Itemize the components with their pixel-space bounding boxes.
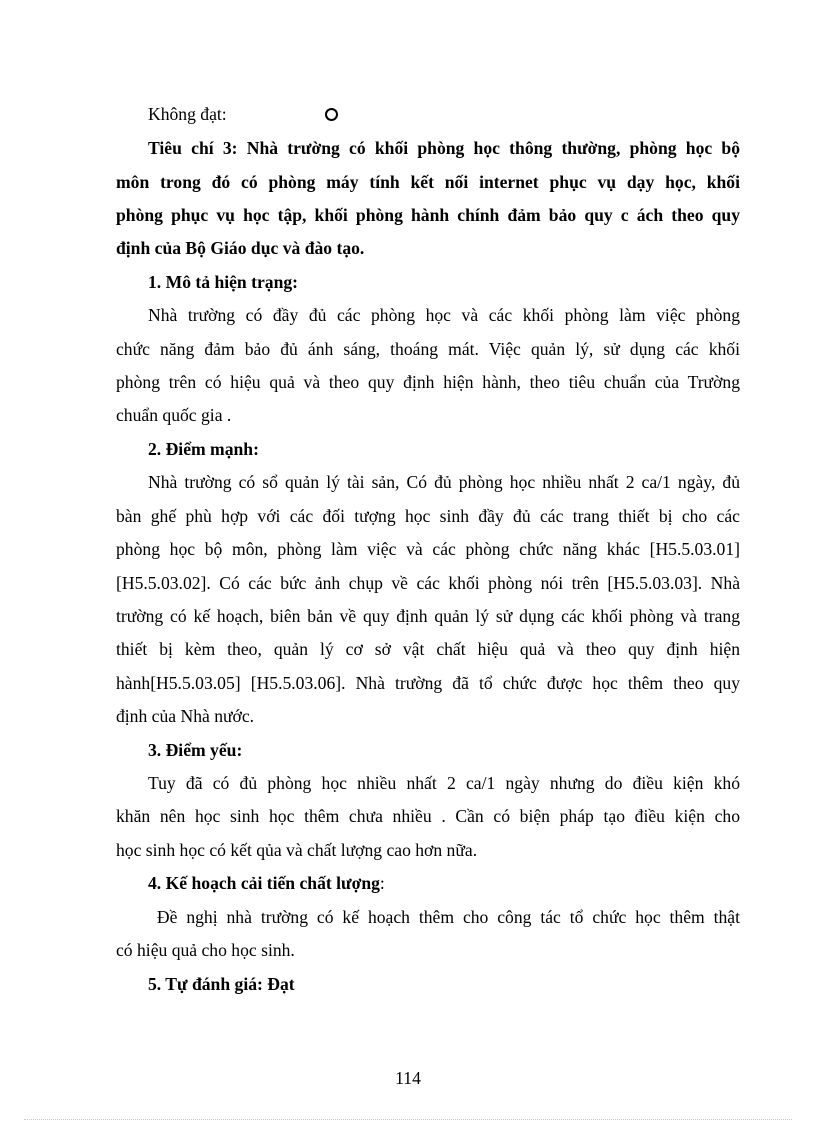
improvement-plan-heading-text: 4. Kế hoạch cải tiến chất lượng (148, 873, 380, 893)
section-heading-strengths: 2. Điểm mạnh: (148, 439, 259, 459)
section-heading-current-state: 1. Mô tả hiện trạng: (148, 272, 299, 292)
status-label: Không đạt: (148, 104, 227, 124)
strengths-line-3: phòng học bộ môn, phòng làm việc và các phòng chức năng khác [H5.5.03.01] (116, 539, 740, 559)
strengths-line-5: trường có kế hoạch, biên bản về quy định quản lý sử dụng các khối phòng và trang (116, 606, 740, 626)
current-state-line-3: phòng trên có hiệu quả và theo quy định hiện hành, theo tiêu chuẩn của Trường (116, 372, 740, 392)
criterion-line-2: môn trong đó có phòng máy tính kết nối internet phục vụ dạy học, khối (116, 172, 740, 192)
improvement-plan-heading-colon: : (379, 873, 385, 893)
section-heading-improvement-plan (148, 873, 740, 893)
current-state-line-2: chức năng đảm bảo đủ ánh sáng, thoáng mát. Việc quản lý, sử dụng các khối (116, 339, 740, 359)
section-heading-weaknesses: 3. Điểm yếu: (148, 740, 243, 760)
strengths-line-1: Nhà trường có sổ quản lý tài sản, Có đủ phòng học nhiều nhất 2 ca/1 ngày, đủ (148, 472, 740, 492)
page-number: 114 (395, 1068, 421, 1088)
strengths-line-7: hành[H5.5.03.05] [H5.5.03.06]. Nhà trường đã tổ chức được học thêm theo quy (116, 673, 740, 693)
improvement-plan-line-1: Đề nghị nhà trường có kế hoạch thêm cho công tác tổ chức học thêm thật (148, 907, 740, 927)
strengths-line-6: thiết bị kèm theo, quản lý cơ sở vật chất hiệu quả và theo quy định hiện (116, 639, 740, 659)
strengths-line-8: định của Nhà nước. (116, 706, 255, 726)
weaknesses-line-3: học sinh học có kết qủa và chất lượng cao hơn nữa. (116, 840, 478, 860)
page-bottom-divider (24, 1119, 792, 1120)
section-heading-self-assessment: 5. Tự đánh giá: Đạt (148, 974, 295, 994)
improvement-plan-line-2: có hiệu quả cho học sinh. (116, 940, 295, 960)
radio-circle-icon (325, 108, 338, 121)
current-state-line-1: Nhà trường có đầy đủ các phòng học và các khối phòng làm việc phòng (148, 305, 740, 325)
criterion-line-3: phòng phục vụ học tập, khối phòng hành chính đảm bảo quy c ách theo quy (116, 205, 740, 225)
criterion-line-4: định của Bộ Giáo dục và đào tạo. (116, 238, 365, 258)
weaknesses-line-2: khăn nên học sinh học thêm chưa nhiều . Cần có biện pháp tạo điều kiện cho (116, 806, 740, 826)
strengths-line-4: [H5.5.03.02]. Có các bức ảnh chụp về các khối phòng nói trên [H5.5.03.03]. Nhà (116, 573, 740, 593)
strengths-line-2: bàn ghế phù hợp với các đối tượng học sinh đầy đủ các trang thiết bị cho các (116, 506, 740, 526)
criterion-line-1: Tiêu chí 3: Nhà trường có khối phòng học thông thường, phòng học bộ (148, 138, 740, 158)
weaknesses-line-1: Tuy đã có đủ phòng học nhiều nhất 2 ca/1 ngày nhưng do điều kiện khó (148, 773, 740, 793)
current-state-line-4: chuẩn quốc gia . (116, 405, 232, 425)
